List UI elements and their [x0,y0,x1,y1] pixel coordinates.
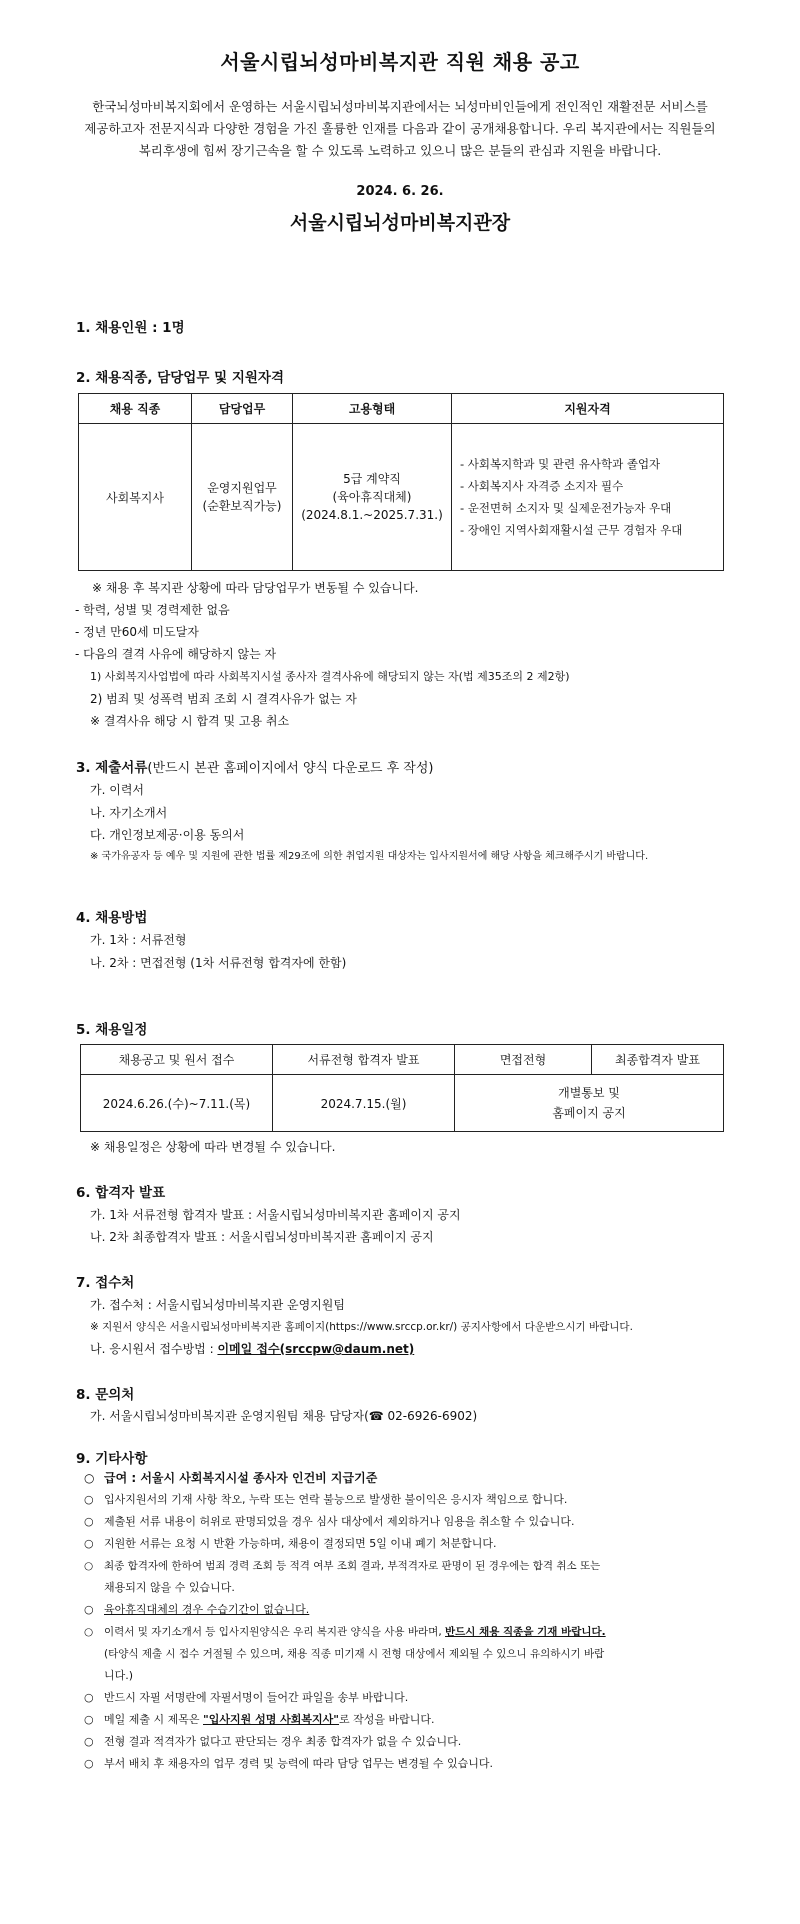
qualification-item: - 장애인 지역사회재활시설 근무 경험자 우대 [460,523,683,537]
section-2-note: ※ 채용 후 복지관 상황에 따라 담당업무가 변동될 수 있습니다. [92,581,419,595]
section-9-heading: 9. 기타사항 [76,1451,148,1467]
issuer-name: 서울시립뇌성마비복지관장 [289,212,511,234]
notice-item [84,1492,567,1508]
bullet: ○ [84,1493,94,1506]
method-item: 가. 1차 : 서류전형 [90,933,187,947]
section-2-note: ※ 결격사유 해당 시 합격 및 고용 취소 [90,714,290,728]
document-title: 서울시립뇌성마비복지관 직원 채용 공고 [220,50,580,74]
qualification-item: - 사회복지사 자격증 소지자 필수 [460,479,624,493]
bullet: ○ [84,1560,94,1572]
employment-line: (육아휴직대체) [332,490,412,504]
section-2-note: - 다음의 결격 사유에 해당하지 않는 자 [75,647,277,661]
method-item: 나. 2차 : 면접전형 (1차 서류전형 합격자에 한함) [90,956,347,970]
document-item: 나. 자기소개서 [90,806,168,820]
schedule-line: 홈페이지 공지 [552,1106,626,1120]
bullet: ○ [84,1603,94,1616]
notice-text: 부서 배치 후 채용자의 업무 경력 및 능력에 따라 담당 업무는 변경될 수 있습니다. [104,1757,493,1770]
table-header: 지원자격 [452,394,724,424]
bullet: ○ [84,1713,94,1726]
table-header: 고용형태 [293,394,452,424]
notice-item [84,1734,461,1750]
schedule-cell: 2024.6.26.(수)~7.11.(목) [81,1075,273,1132]
notice-item [84,1558,600,1574]
employment-line: (2024.8.1.~2025.7.31.) [301,508,443,522]
section-8-heading: 8. 문의처 [76,1387,135,1403]
bullet: ○ [84,1735,94,1748]
notice-text: 급여 : 서울시 사회복지시설 종사자 인건비 지급기준 [104,1471,378,1485]
notice-text: 이력서 및 자기소개서 등 입사지원양식은 우리 복지관 양식을 사용 바라며, [104,1626,446,1638]
section-5-heading: 5. 채용일정 [76,1022,148,1038]
intro-line: 복리후생에 힘써 장기근속을 할 수 있도록 노력하고 있으니 많은 분들의 관심과 지원을 바랍니다. [138,143,662,158]
section-6-heading: 6. 합격자 발표 [76,1185,166,1201]
posting-date: 2024. 6. 26. [356,184,444,199]
position-table [78,393,724,571]
schedule-cell: 2024.7.15.(월) [273,1075,455,1132]
section-3-subtitle: (반드시 본관 홈페이지에서 양식 다운로드 후 작성) [147,761,434,776]
table-header: 서류전형 합격자 발표 [273,1045,455,1075]
section-2-note: 1) 사회복지사업법에 따라 사회복지시설 종사자 결격사유에 해당되지 않는 자(법 제35조의 2 제2항) [90,670,570,683]
notice-text: 최종 합격자에 한하여 범죄 경력 조회 등 적격 여부 조회 결과, 부적격자로 판명이 된 경우에는 합격 취소 또는 [104,1560,601,1572]
duty-line: 운영지원업무 [207,481,277,495]
bullet: ○ [84,1515,94,1528]
section-7-heading: 7. 접수처 [76,1275,135,1291]
notice-continuation: 니다.) [104,1669,134,1682]
reception-label: 나. 응시원서 접수방법 : [90,1342,218,1356]
intro-line: 제공하고자 전문지식과 다양한 경험을 가진 훌륭한 인재를 다음과 같이 공개채용합니다. 우리 복지관에서는 직원들의 [84,121,716,136]
qualification-cell [452,424,724,571]
intro-paragraph [70,96,730,162]
section-1-heading: 1. 채용인원 : 1명 [76,320,185,336]
bullet: ○ [84,1757,94,1770]
bullet: ○ [84,1537,94,1550]
email-link[interactable]: 이메일 접수(srccpw@daum.net) [217,1342,415,1356]
reception-item: 가. 접수처 : 서울시립뇌성마비복지관 운영지원팀 [90,1298,345,1312]
notice-text: 입사지원서의 기재 사항 착오, 누락 또는 연락 불능으로 발생한 불이익은 응시자 책임으로 합니다. [104,1493,568,1506]
document-item: 가. 이력서 [90,783,144,797]
notice-emphasis: "입사지원 성명 사회복지사" [203,1713,340,1726]
schedule-cell [455,1075,724,1132]
notice-text: 메일 제출 시 제목은 [104,1713,203,1726]
schedule-line: 개별통보 및 [558,1086,620,1100]
table-header: 최종합격자 발표 [592,1045,724,1075]
bullet: ○ [84,1691,94,1704]
section-5-note: ※ 채용일정은 상황에 따라 변경될 수 있습니다. [90,1140,336,1154]
notice-item [84,1514,575,1530]
section-7-note: ※ 지원서 양식은 서울시립뇌성마비복지관 홈페이지(https://www.srccp.or.kr/) 공지사항에서 다운받으시기 바랍니다. [90,1321,633,1333]
notice-item [84,1756,493,1772]
table-header: 면접전형 [455,1045,592,1075]
table-header: 채용공고 및 원서 접수 [81,1045,273,1075]
notice-item [84,1536,496,1552]
section-3-heading [76,756,434,776]
notice-text: 지원한 서류는 요청 시 반환 가능하며, 채용이 결정되면 5일 이내 폐기 처분합니다. [104,1537,497,1550]
notice-item [84,1624,606,1640]
intro-line: 한국뇌성마비복지회에서 운영하는 서울시립뇌성마비복지관에서는 뇌성마비인들에게 전인적인 재활전문 서비스를 [92,99,708,114]
reception-item [90,1341,414,1357]
notice-item [84,1602,309,1618]
duty-line: (순환보직가능) [202,499,282,513]
notice-item [84,1470,377,1486]
qualification-item: - 사회복지학과 및 관련 유사학과 졸업자 [460,457,661,471]
section-3-title: 3. 제출서류 [76,760,148,776]
announcement-item: 나. 2차 최종합격자 발표 : 서울시립뇌성마비복지관 홈페이지 공지 [90,1230,434,1244]
table-header: 담당업무 [192,394,293,424]
notice-continuation: 채용되지 않을 수 있습니다. [104,1581,235,1594]
announcement-item: 가. 1차 서류전형 합격자 발표 : 서울시립뇌성마비복지관 홈페이지 공지 [90,1208,461,1222]
contact-item: 가. 서울시립뇌성마비복지관 운영지원팀 채용 담당자(☎ 02-6926-6902) [90,1409,478,1423]
notice-emphasis: 반드시 채용 직종을 기재 바랍니다. [445,1626,606,1638]
section-4-heading: 4. 채용방법 [76,910,148,926]
duty-cell [192,424,293,571]
notice-text: 로 작성을 바랍니다. [339,1713,435,1726]
job-type-cell: 사회복지사 [79,424,192,571]
notice-text: 육아휴직대체의 경우 수습기간이 없습니다. [104,1603,310,1616]
bullet: ○ [84,1626,94,1638]
section-2-note: - 정년 만60세 미도달자 [75,625,199,639]
section-2-note: 2) 범죄 및 성폭력 범죄 조회 시 결격사유가 없는 자 [90,692,357,706]
employment-line: 5급 계약직 [343,472,401,486]
schedule-table [80,1044,724,1132]
notice-item [84,1712,435,1728]
notice-item [84,1690,408,1706]
section-2-heading: 2. 채용직종, 담당업무 및 지원자격 [76,370,284,386]
table-header: 채용 직종 [79,394,192,424]
qualification-item: - 운전면허 소지자 및 실제운전가능자 우대 [460,501,672,515]
document-item: 다. 개인정보제공·이용 동의서 [90,828,245,842]
notice-continuation: (타양식 제출 시 접수 거절될 수 있으며, 채용 직종 미기재 시 전형 대상에서 제외될 수 있으니 유의하시기 바랍 [104,1648,605,1660]
section-2-note: - 학력, 성별 및 경력제한 없음 [75,603,230,617]
employment-cell [293,424,452,571]
bullet: ○ [84,1471,95,1485]
section-3-note: ※ 국가유공자 등 예우 및 지원에 관한 법률 제29조에 의한 취업지원 대상자는 입사지원서에 해당 사항을 체크해주시기 바랍니다. [90,851,649,862]
notice-text: 제출된 서류 내용이 허위로 판명되었을 경우 심사 대상에서 제외하거나 임용을 취소할 수 있습니다. [104,1515,575,1528]
notice-text: 전형 결과 적격자가 없다고 판단되는 경우 최종 합격자가 없을 수 있습니다. [104,1735,462,1748]
notice-text: 반드시 자필 서명란에 자필서명이 들어간 파일을 송부 바랍니다. [104,1691,409,1704]
